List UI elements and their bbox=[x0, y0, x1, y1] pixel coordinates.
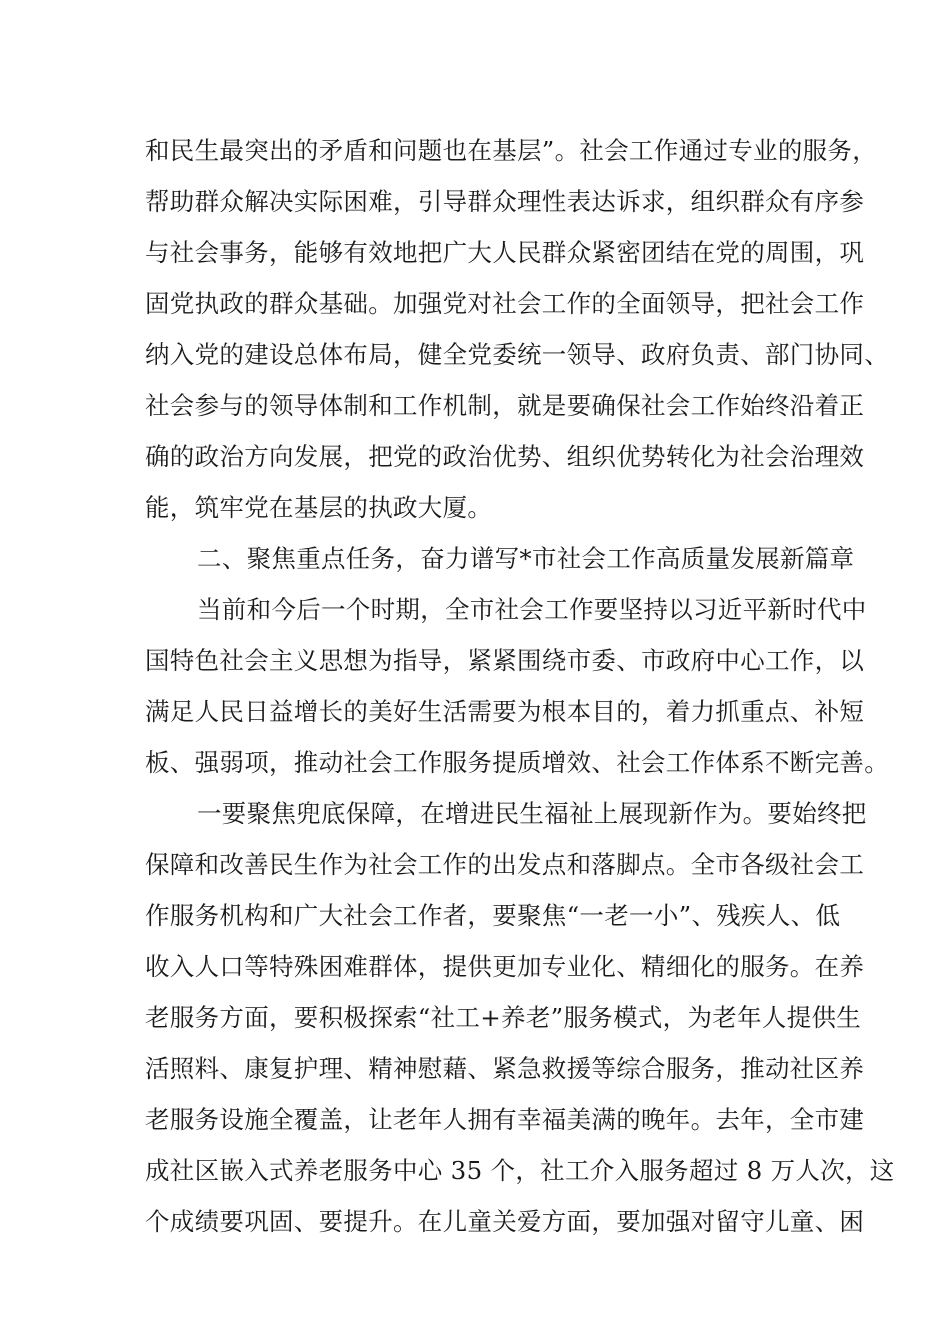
text-line: 保障和改善民生作为社会工作的出发点和落脚点。全市各级社会工 bbox=[145, 850, 865, 879]
text-line: 作服务机构和广大社会工作者，要聚焦“一老一小”、残疾人、低 bbox=[145, 901, 841, 930]
text-line: 成社区嵌入式养老服务中心 35 个，社工介入服务超过 8 万人次，这 bbox=[145, 1156, 895, 1185]
section-heading: 二、聚焦重点任务，奋力谱写*市社会工作高质量发展新篇章 bbox=[197, 544, 855, 573]
text-line: 板、强弱项，推动社会工作服务提质增效、社会工作体系不断完善。 bbox=[145, 748, 889, 777]
text-line: 当前和今后一个时期，全市社会工作要坚持以习近平新时代中 bbox=[197, 595, 867, 624]
text-line: 固党执政的群众基础。加强党对社会工作的全面领导，把社会工作 bbox=[145, 289, 865, 318]
text-line: 一要聚焦兜底保障，在增进民生福祉上展现新作为。要始终把 bbox=[197, 799, 867, 828]
text-line: 老服务方面，要积极探索“社工+养老”服务模式，为老年人提供生 bbox=[145, 1003, 862, 1032]
text-line: 活照料、康复护理、精神慰藉、紧急救援等综合服务，推动社区养 bbox=[145, 1054, 865, 1083]
text-line: 与社会事务，能够有效地把广大人民群众紧密团结在党的周围，巩 bbox=[145, 238, 865, 267]
text-line: 社会参与的领导体制和工作机制，就是要确保社会工作始终沿着正 bbox=[145, 391, 865, 420]
text-line: 确的政治方向发展，把党的政治优势、组织优势转化为社会治理效 bbox=[145, 442, 865, 471]
text-line: 收入人口等特殊困难群体，提供更加专业化、精细化的服务。在养 bbox=[145, 952, 865, 981]
text-line: 国特色社会主义思想为指导，紧紧围绕市委、市政府中心工作，以 bbox=[145, 646, 865, 675]
text-line: 纳入党的建设总体布局，健全党委统一领导、政府负责、部门协同、 bbox=[145, 340, 889, 369]
text-line: 满足人民日益增长的美好生活需要为根本目的，着力抓重点、补短 bbox=[145, 697, 865, 726]
text-line: 老服务设施全覆盖，让老年人拥有幸福美满的晚年。去年，全市建 bbox=[145, 1105, 865, 1134]
text-line: 和民生最突出的矛盾和问题也在基层”。社会工作通过专业的服务， bbox=[145, 136, 878, 165]
text-line: 帮助群众解决实际困难，引导群众理性表达诉求，组织群众有序参 bbox=[145, 187, 865, 216]
text-line: 个成绩要巩固、要提升。在儿童关爱方面，要加强对留守儿童、困 bbox=[145, 1207, 865, 1236]
text-line: 能，筑牢党在基层的执政大厦。 bbox=[145, 493, 493, 522]
